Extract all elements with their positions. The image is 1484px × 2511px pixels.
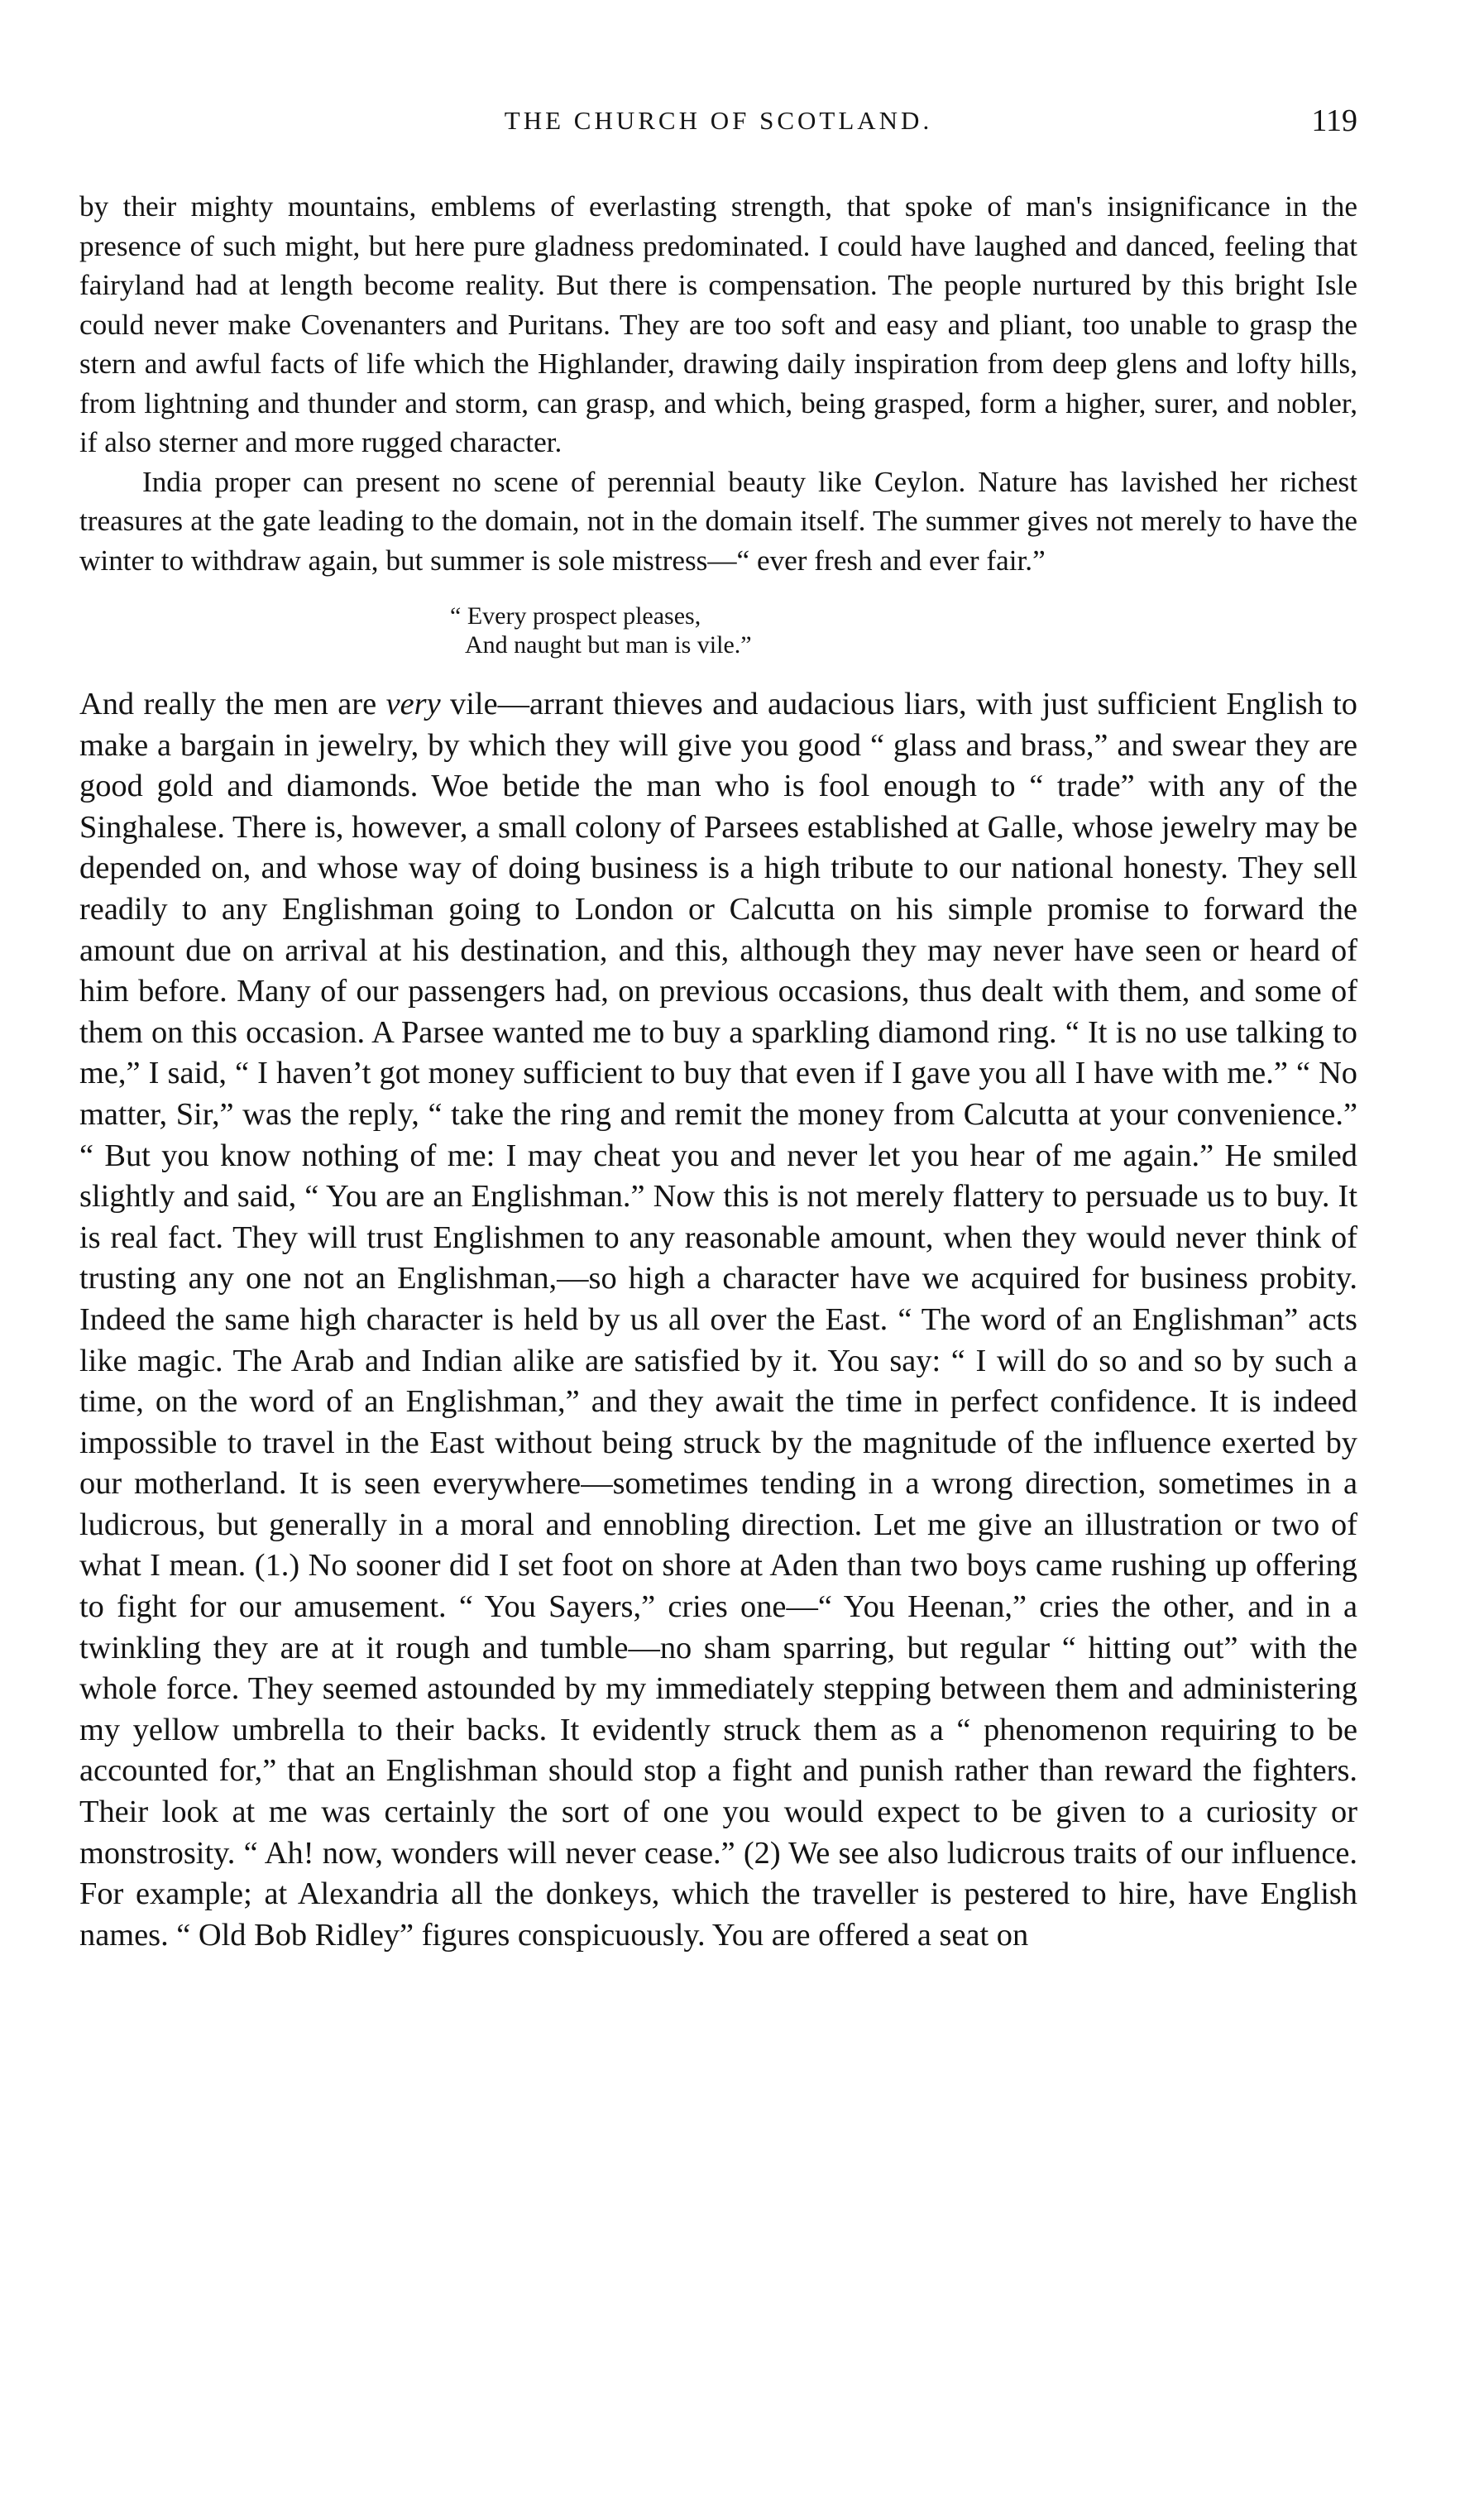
running-head: THE CHURCH OF SCOTLAND. xyxy=(504,106,933,135)
paragraph-parsees xyxy=(79,684,1357,1956)
paragraph-continued: by their mighty mountains, emblems of everlasting strength, that spoke of man's insignificance in the presence of such might, but here pure gladness predominated. I could have laughed and danced, feeling that fairyland had at length become reality. But there is compensation. The people nurtured by this bright Isle could never make Covenanters and Puritans. They are too soft and easy and pliant, too unable to grasp the stern and awful facts of life which the Highlander, drawing daily inspiration from deep glens and lofty hills, from lightning and thunder and storm, can grasp, and which, being grasped, form a higher, surer, and nobler, if also sterner and more rugged character. xyxy=(79,190,1357,458)
paragraph-text-rest: vile—arrant thieves and audacious liars, with just sufficient English to make a bargain in jewelry, by which they will give you good “ glass and brass,” and swear they are good gold and diamonds. Woe betide the man who is fool enough to “ trade” with any of the Singhalese. There is, however, a small colony of Parsees established at Galle, whose jewelry may be depended on, and whose way of doing business is a high tribute to our national honesty. They sell readily to any Englishman going to London or Calcutta on his simple promise to forward the amount due on arrival at his destination, and this, although they may never have seen or heard of him before. Many of our passengers had, on previous occasions, thus dealt with them, and some of them on this occasion. A Parsee wanted me to buy a sparkling diamond ring. “ It is no use talking to me,” I said, “ I haven’t got money sufficient to buy that even if I gave you all I have with me.” “ No matter, Sir,” was the reply, “ take the ring and remit the money from Calcutta at your convenience.” “ But you know nothing of me: I may cheat you and never let you hear of me again.” He smiled slightly and said, “ You are an Englishman.” Now this is not merely flattery to persuade us to buy. It is real fact. They will trust Englishmen to any reasonable amount, when they would never think of trusting any one not an Englishman,—so high a character have we acquired for business probity. Indeed the same high character is held by us all over the East. “ The word of an Englishman” acts like magic. The Arab and Indian alike are satisfied by it. You say: “ I will do so and so by such a time, on the word of an Englishman,” and they await the time in perfect confidence. It is indeed impossible to travel in the East without being struck by the magnitude of the influence exerted by our motherland. It is seen everywhere—sometimes tending in a wrong direction, sometimes in a ludicrous, but generally in a moral and ennobling direction. Let me give an illustration or two of what I mean. (1.) No sooner did I set foot on shore at Aden than two boys came rushing up offering to fight for our amusement. “ You Sayers,” cries one—“ You Heenan,” cries the other, and in a twinkling they are at it rough and tumble—no sham sparring, but regular “ hitting out” with the whole force. They seemed astounded by my immediately stepping between them and administering my yellow umbrella to their backs. It evidently struck them as a “ phenomenon requiring to be accounted for,” that an Englishman should stop a fight and punish rather than reward the fighters. Their look at me was certainly the sort of one you would expect to be given to a curiosity or monstrosity. “ Ah! now, wonders will never cease.” (2) We see also ludicrous traits of our influence. For example; at Alexandria all the donkeys, which the traveller is pestered to hire, have English names. “ Old Bob Ridley” figures conspicuously. You are offered a seat on xyxy=(79,687,1358,1953)
page-header xyxy=(79,103,1357,147)
verse-line-2: And naught but man is vile.” xyxy=(465,631,752,659)
verse-quotation xyxy=(79,601,1357,659)
verse-line-1: “ Every prospect pleases, xyxy=(450,602,701,630)
page-number: 119 xyxy=(1311,103,1357,138)
emphasis-word: very xyxy=(385,687,441,721)
body-text xyxy=(79,187,1357,1956)
paragraph-india: India proper can present no scene of perennial beauty like Ceylon. Nature has lavished her richest treasures at the gate leading to the domain, not in the domain itself. The summer gives not merely to have the winter to withdraw again, but summer is sole mistress—“ ever fresh and ever fair.” xyxy=(79,465,1357,577)
paragraph-text-start: And really the men are xyxy=(79,687,386,721)
